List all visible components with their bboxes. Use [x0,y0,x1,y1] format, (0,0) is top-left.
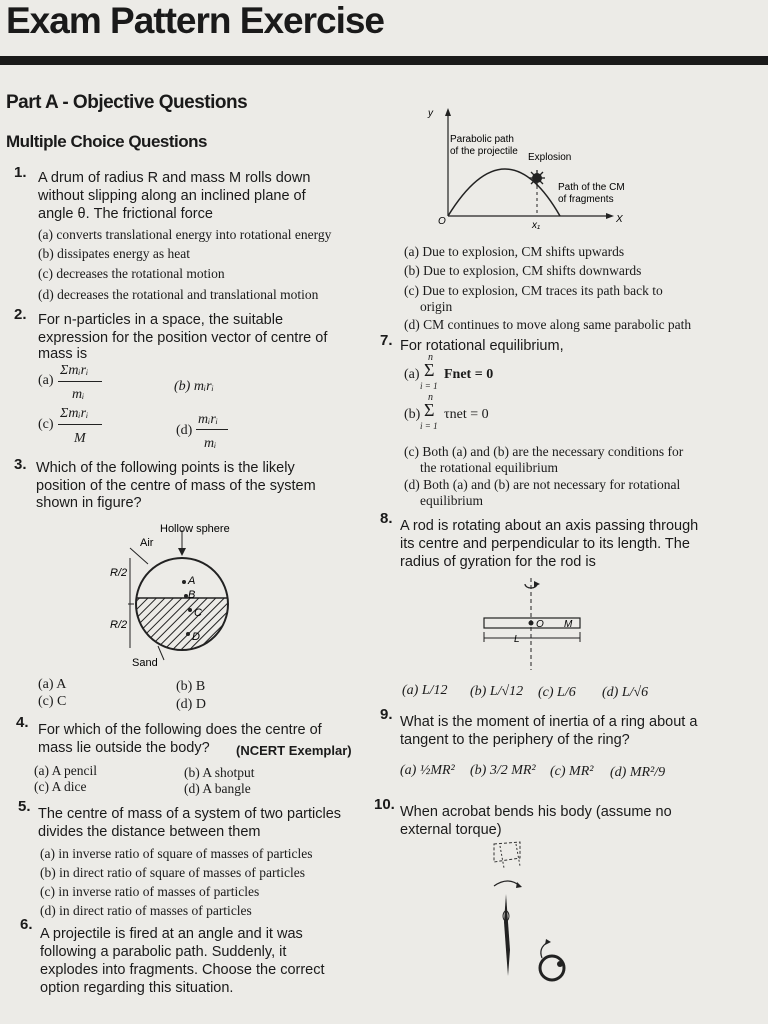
q2-number: 2. [14,306,27,323]
label-r-top: R/2 [110,567,128,579]
q7-option-a-label: (a) [404,367,420,382]
q2-option-a-numerator: Σmᵢrᵢ [60,363,89,378]
q7-number: 7. [380,332,393,349]
q2-line2: expression for the position vector of centre of [38,330,328,346]
projectile-figure [420,104,640,234]
q4-option-b: (b) A shotput [184,765,255,780]
q3-line2: position of the centre of mass of the system [36,478,316,494]
q6-option-c-line2: origin [420,299,453,314]
q8-line1: A rod is rotating about an axis passing through [400,518,699,534]
q7-option-d-line2: equilibrium [420,493,483,508]
q3-option-a: (a) A [38,677,67,692]
title-rule [0,56,768,65]
q2-option-d-denominator: mᵢ [204,436,217,451]
q5-option-a: (a) in inverse ratio of square of masses of particles [40,846,313,861]
q6-line1: A projectile is fired at an angle and it was [40,926,303,942]
q2-option-a-denominator: mᵢ [72,387,85,402]
rotating-rod-figure [470,574,590,674]
q2-option-b: (b) mᵢrᵢ [174,379,214,394]
q6-line2: following a parabolic path. Suddenly, it [40,944,287,960]
axis-x-label: X [616,214,623,225]
q4-line2: mass lie outside the body? [38,740,210,756]
q6-line4: option regarding this situation. [40,980,234,996]
q7-option-a-expr: Fnet = 0 [444,367,494,382]
q7-option-c-line2: the rotational equilibrium [420,460,558,475]
q8-option-d: (d) L/√6 [602,685,649,700]
q10-number: 10. [374,796,395,813]
q5-line2: divides the distance between them [38,824,261,840]
label-hollow-sphere: Hollow sphere [160,523,230,535]
q1-line2: without slipping along an inclined plane of [38,188,306,204]
q4-option-d: (d) A bangle [184,781,251,796]
parabolic-path [448,169,560,216]
label-cm-path: Path of the CM [558,182,625,193]
q7-a-sum: Σ [424,360,435,380]
q7-b-sum: Σ [424,400,435,420]
q2-option-c-numerator: Σmᵢrᵢ [60,406,89,421]
q3-line3: shown in figure? [36,495,142,511]
q7-a-sum-bottom: i = 1 [420,381,438,391]
q4-option-a: (a) A pencil [34,763,97,778]
q6-option-b: (b) Due to explosion, CM shifts downwards [404,263,642,278]
label-air: Air [140,537,154,549]
q9-option-b: (b) 3/2 MR² [470,763,536,778]
q6-option-c-line1: (c) Due to explosion, CM traces its path back to [404,283,663,298]
rod-length-label: L [514,634,520,645]
q7-a-sum-top: n [428,352,433,363]
label-of-projectile: of the projectile [450,146,518,157]
q3-option-b: (b) B [176,679,206,694]
q2-line3: mass is [38,346,88,362]
q7-option-b-label: (b) [404,407,421,422]
part-heading: Part A - Objective Questions [6,92,248,113]
label-origin: O [438,216,446,227]
q8-option-a: (a) L/12 [402,683,448,698]
q6-number: 6. [20,916,33,933]
point-c-label: C [194,607,202,619]
label-x1: x₁ [532,220,541,231]
q4-source: (NCERT Exemplar) [236,743,352,758]
q2-d-fraction-bar [196,429,228,430]
q3-option-d: (d) D [176,697,206,712]
section-heading: Multiple Choice Questions [6,132,207,151]
point-d-label: D [192,631,200,643]
label-explosion: Explosion [528,152,572,163]
q3-number: 3. [14,456,27,473]
q1-line1: A drum of radius R and mass M rolls down [38,170,311,186]
q6-option-a: (a) Due to explosion, CM shifts upwards [404,244,625,259]
rod-center-label: O [536,619,544,630]
q5-number: 5. [18,798,31,815]
q3-option-c: (c) C [38,694,67,709]
q1-option-b: (b) dissipates energy as heat [38,246,190,261]
q2-option-c-denominator: M [74,431,86,446]
point-a-label: A [188,575,196,587]
q9-option-a: (a) ½MR² [400,763,455,778]
q8-option-b: (b) L/√12 [470,684,524,699]
q4-number: 4. [16,714,29,731]
q3-line1: Which of the following points is the likely [36,460,295,476]
label-parabolic-path: Parabolic path [450,134,514,145]
q5-option-d: (d) in direct ratio of masses of particles [40,903,252,918]
q7-line1: For rotational equilibrium, [400,338,564,354]
page-title: Exam Pattern Exercise [6,0,385,41]
q4-line1: For which of the following does the centre of [38,722,322,738]
label-of-fragments: of fragments [558,194,614,205]
q8-line2: its centre and perpendicular to its length. The [400,536,690,552]
q2-option-a-label: (a) [38,373,54,388]
q2-option-d-numerator: mᵢrᵢ [198,412,218,427]
q7-option-c-line1: (c) Both (a) and (b) are the necessary conditions for [404,444,684,459]
q5-line1: The centre of mass of a system of two particles [38,806,342,822]
q7-option-d-line1: (d) Both (a) and (b) are not necessary for rotational [404,477,681,492]
q9-option-d: (d) MR²/9 [610,765,666,780]
q9-option-c: (c) MR² [550,764,594,779]
q1-option-c: (c) decreases the rotational motion [38,266,225,281]
q2-option-d-label: (d) [176,423,193,438]
q4-option-c: (c) A dice [34,779,87,794]
point-b-label: B [188,589,196,601]
q1-option-d: (d) decreases the rotational and translational motion [38,287,319,302]
axis-y-label: y [428,108,433,119]
acrobat-body [504,894,510,976]
q10-line1: When acrobat bends his body (assume no [400,804,672,820]
q2-a-fraction-bar [58,381,102,382]
q1-line3: angle θ. The frictional force [38,206,213,222]
rod-mass-label: M [564,619,573,630]
q8-line3: radius of gyration for the rod is [400,554,596,570]
q9-line2: tangent to the periphery of the ring? [400,732,630,748]
q9-number: 9. [380,706,393,723]
q2-line1: For n-particles in a space, the suitable [38,312,284,328]
q2-option-c-label: (c) [38,417,54,432]
acrobat-figure [480,838,600,1018]
label-sand: Sand [132,657,158,669]
q1-number: 1. [14,164,27,181]
q7-b-sum-top: n [428,392,433,403]
q5-option-c: (c) in inverse ratio of masses of particles [40,884,260,899]
q7-option-b-expr: τnet = 0 [444,407,489,422]
q8-option-c: (c) L/6 [538,685,576,700]
q10-line2: external torque) [400,822,502,838]
q6-option-d: (d) CM continues to move along same parabolic path [404,317,692,332]
q7-b-sum-bottom: i = 1 [420,421,438,431]
q1-option-a: (a) converts translational energy into rotational energy [38,227,332,242]
q9-line1: What is the moment of inertia of a ring about a [400,714,698,730]
q2-c-fraction-bar [58,424,102,425]
q5-option-b: (b) in direct ratio of square of masses of particles [40,865,306,880]
label-r-bottom: R/2 [110,619,128,631]
hollow-sphere-figure [100,518,260,678]
q8-number: 8. [380,510,393,527]
acrobat-curled [540,956,564,980]
q6-line3: explodes into fragments. Choose the correct [40,962,325,978]
